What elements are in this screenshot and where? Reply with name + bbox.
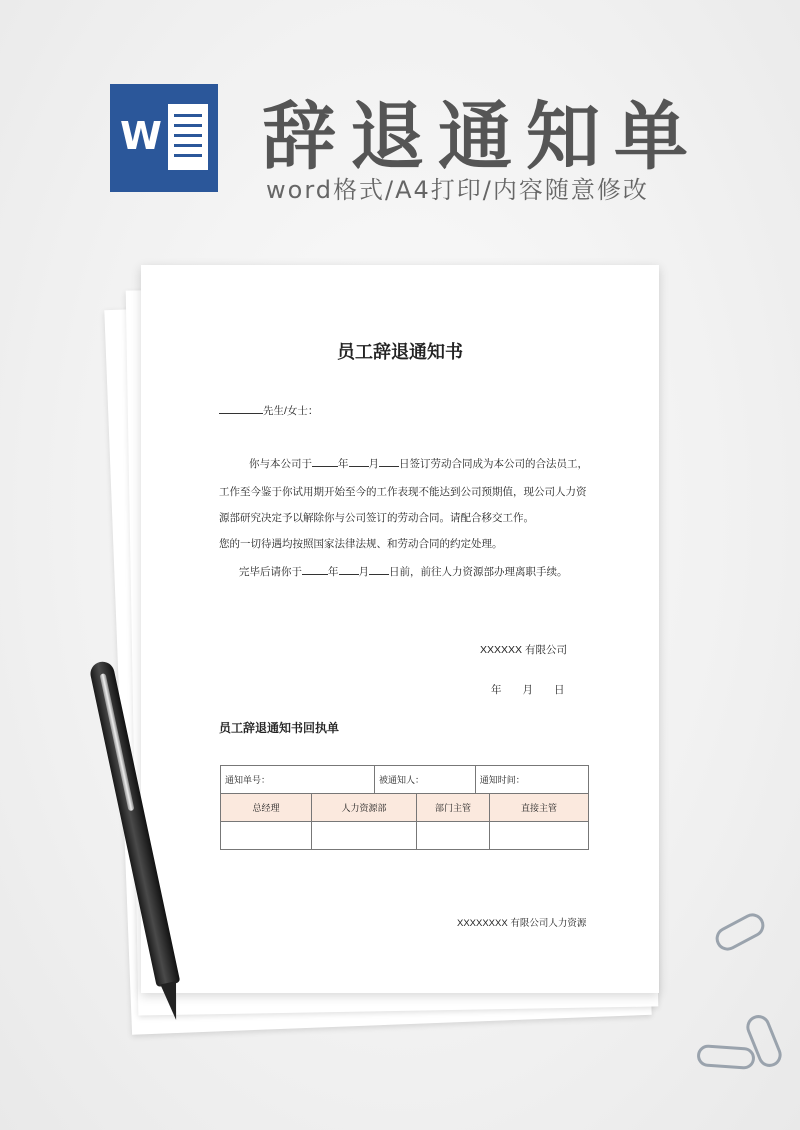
p1-year-label: 年 — [338, 458, 349, 470]
p5-year-blank — [302, 564, 328, 575]
banner-subtitle: word格式/A4打印/内容随意修改 — [266, 176, 649, 204]
p5-year-label: 年 — [328, 566, 339, 578]
salutation-text: 先生/女士： — [263, 405, 319, 417]
paperclip-icon — [711, 909, 768, 955]
date-line: 年 月 日 — [491, 684, 565, 696]
p1-text-a: 你与本公司于 — [249, 458, 312, 470]
sign-cell-department-head — [416, 822, 489, 850]
p5-text-a: 完毕后请你于 — [239, 566, 302, 578]
p5-month-label: 月 — [358, 566, 369, 578]
paragraph-5 — [239, 564, 568, 579]
company-name: XXXXXX 有限公司 — [480, 644, 567, 656]
sign-cell-general-manager — [221, 822, 312, 850]
receipt-signature-row — [221, 822, 589, 850]
paragraph-1 — [249, 456, 588, 471]
name-blank — [219, 403, 263, 414]
document-footer: XXXXXXXX 有限公司人力资源 — [457, 918, 587, 929]
paragraph-3: 源部研究决定予以解除你与公司签订的劳动合同。请配合移交工作。 — [219, 512, 534, 524]
p1-day-blank — [379, 456, 399, 467]
receipt-header-row — [221, 794, 589, 822]
paragraph-4: 您的一切待遇均按照国家法律法规、和劳动合同的约定处理。 — [219, 538, 503, 550]
word-icon — [110, 84, 218, 192]
notice-time-cell: 通知时间： — [475, 766, 588, 794]
p1-year-blank — [312, 456, 338, 467]
paragraph-2: 工作至今鉴于你试用期开始至今的工作表现不能达到公司预期值，现公司人力资 — [219, 486, 587, 498]
sign-cell-direct-supervisor — [490, 822, 589, 850]
col-department-head: 部门主管 — [416, 794, 489, 822]
banner-title: 辞退通知单 — [262, 94, 702, 180]
notified-person-cell: 被通知人： — [375, 766, 476, 794]
document-title: 员工辞退通知书 — [337, 342, 463, 362]
receipt-table — [220, 765, 589, 850]
p5-month-blank — [339, 564, 359, 575]
sign-cell-hr-department — [312, 822, 417, 850]
receipt-info-row — [221, 766, 589, 794]
receipt-title: 员工辞退通知书回执单 — [219, 721, 340, 735]
col-direct-supervisor: 直接主管 — [490, 794, 589, 822]
col-hr-department: 人力资源部 — [312, 794, 417, 822]
p1-month-blank — [349, 456, 369, 467]
p5-text-b: 日前，前往人力资源部办理离职手续。 — [389, 566, 568, 578]
p1-month-label: 月 — [368, 458, 379, 470]
p1-text-b: 日签订劳动合同成为本公司的合法员工， — [399, 458, 588, 470]
paperclip-icon — [696, 1044, 755, 1070]
salutation-line — [219, 403, 318, 418]
notice-number-cell: 通知单号： — [221, 766, 375, 794]
word-page-graphic — [168, 104, 208, 170]
col-general-manager: 总经理 — [221, 794, 312, 822]
document-page — [141, 265, 659, 993]
p5-day-blank — [369, 564, 389, 575]
word-logo-letter: W — [120, 114, 162, 158]
